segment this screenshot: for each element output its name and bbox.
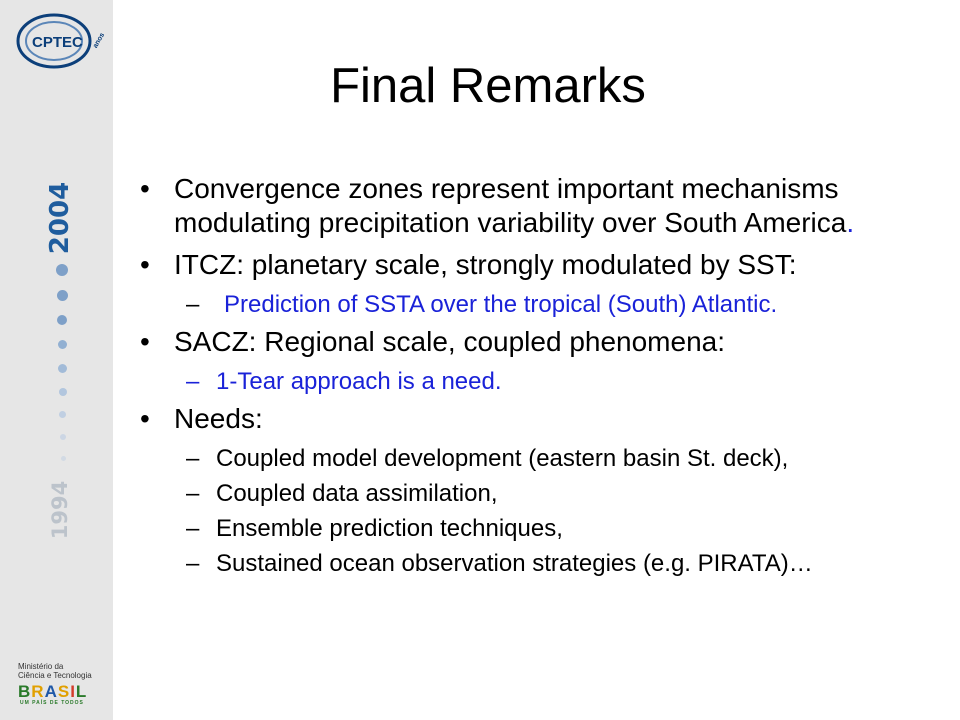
sub-bullet-item xyxy=(140,444,940,473)
timeline-dot xyxy=(57,315,67,325)
sub-bullet-item xyxy=(140,479,940,508)
timeline-dot xyxy=(57,290,68,301)
bullet-symbol: • xyxy=(140,326,150,357)
brasil-slogan: UM PAÍS DE TODOS xyxy=(20,700,84,706)
logo-text: CPTEC xyxy=(32,34,83,51)
sub-bullet-text: Coupled data assimilation, xyxy=(216,480,498,507)
timeline-dot xyxy=(56,264,68,276)
dash-symbol: – xyxy=(186,480,200,507)
timeline-dot xyxy=(61,456,66,461)
bullet-item xyxy=(140,325,940,359)
sub-bullet-text: Sustained ocean observation strategies (e.g. PIRATA)… xyxy=(216,550,813,577)
dash-symbol: – xyxy=(186,368,200,395)
bullet-item xyxy=(140,172,940,240)
sub-bullet-item xyxy=(140,514,940,543)
ministry-line-2: Ciência e Tecnologia xyxy=(18,671,92,680)
bullet-suffix: . xyxy=(846,207,855,238)
ministry-label xyxy=(18,662,108,680)
brasil-logo: BRASIL xyxy=(18,682,88,701)
bullet-text: ITCZ: planetary scale, strongly modulated by SST: xyxy=(174,249,797,280)
sub-bullet-item xyxy=(140,549,940,578)
logo-sub-text: anos xyxy=(92,31,107,50)
sub-bullet-item xyxy=(140,290,940,319)
timeline-dot xyxy=(59,411,66,418)
sub-bullet-text: Ensemble prediction techniques, xyxy=(216,515,563,542)
sidebar xyxy=(0,0,113,720)
bullet-text: Needs: xyxy=(174,403,263,434)
dash-symbol: – xyxy=(186,445,200,472)
timeline-dot xyxy=(58,364,67,373)
sub-bullet-text: Coupled model development (eastern basin St. deck), xyxy=(216,445,789,472)
year-2004-label: 2004 xyxy=(45,181,75,255)
sub-bullet-item xyxy=(140,367,940,396)
sub-bullet-text: Prediction of SSTA over the tropical (South) Atlantic. xyxy=(224,291,778,318)
bullet-item xyxy=(140,402,940,436)
timeline-dot xyxy=(60,434,66,440)
bullet-symbol: • xyxy=(140,173,150,204)
slide-content xyxy=(140,172,940,584)
year-1994-label: 1994 xyxy=(48,480,72,540)
bullet-text: SACZ: Regional scale, coupled phenomena: xyxy=(174,326,726,357)
bullet-symbol: • xyxy=(140,403,150,434)
bullet-text: Convergence zones represent important mechanisms modulating precipitation variability over South America xyxy=(174,173,847,238)
slide-title: Final Remarks xyxy=(330,59,646,113)
dash-symbol: – xyxy=(186,515,200,542)
dash-symbol: – xyxy=(186,291,200,318)
sub-bullet-text: 1-Tear approach is a need. xyxy=(216,368,502,395)
ministry-line-1: Ministério da xyxy=(18,662,64,671)
bullet-item xyxy=(140,248,940,282)
dash-symbol: – xyxy=(186,550,200,577)
timeline-dot xyxy=(59,388,67,396)
timeline-dot xyxy=(58,340,67,349)
cptec-logo xyxy=(14,10,107,72)
bullet-symbol: • xyxy=(140,249,150,280)
